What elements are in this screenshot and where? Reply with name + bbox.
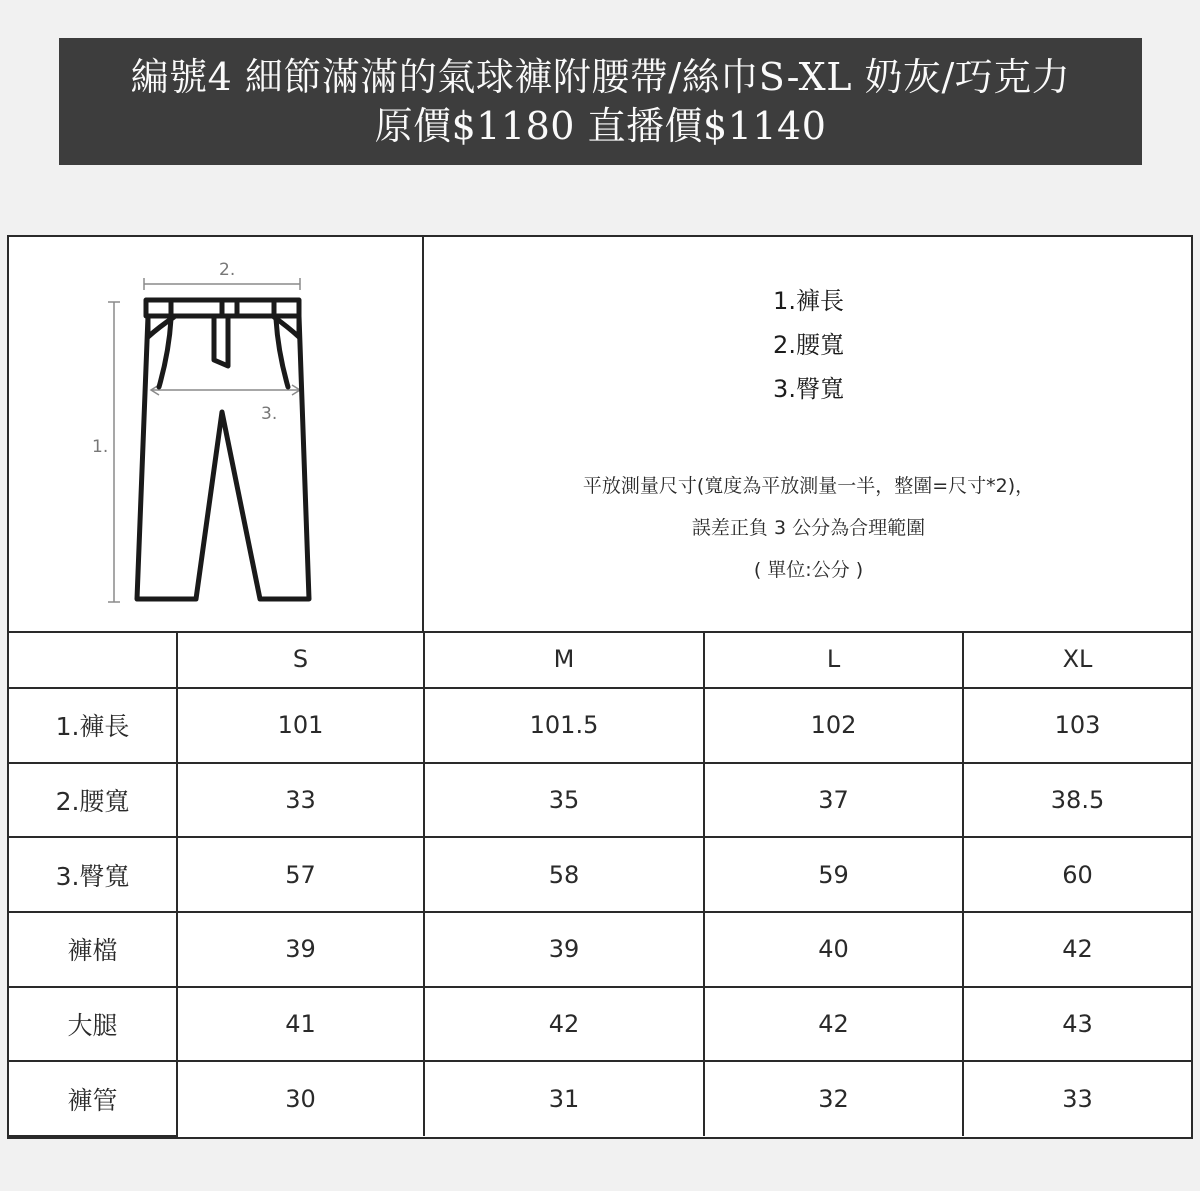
product-title: 編號4 細節滿滿的氣球褲附腰帶/絲巾S-XL 奶灰/巧克力 <box>130 54 1071 99</box>
header-cell-m: M <box>424 631 704 688</box>
table-row <box>9 837 1191 912</box>
table-cell: 38.5 <box>963 763 1191 838</box>
table-cell: 101.5 <box>424 688 704 763</box>
size-chart-header-row <box>9 237 1191 633</box>
table-cell: 33 <box>963 1061 1191 1136</box>
table-cell: 40 <box>704 912 963 987</box>
row-label: 大腿 <box>9 987 177 1062</box>
table-cell: 31 <box>424 1061 704 1136</box>
title-banner <box>59 38 1142 165</box>
header-cell-empty <box>9 631 177 688</box>
size-chart <box>7 235 1193 1139</box>
table-cell: 41 <box>177 987 424 1062</box>
table-cell: 43 <box>963 987 1191 1062</box>
table-row <box>9 987 1191 1062</box>
header-cell-xl: XL <box>963 631 1191 688</box>
diagram-cell <box>9 237 424 631</box>
row-label: 褲檔 <box>9 912 177 987</box>
note-flat-measure: 平放測量尺寸(寬度為平放測量一半，整圍=尺寸*2)， <box>582 475 1035 497</box>
measurement-notes <box>424 465 1193 591</box>
legend-item-length: 1.褲長 <box>773 287 844 315</box>
table-cell: 39 <box>177 912 424 987</box>
table-cell: 42 <box>963 912 1191 987</box>
table-row <box>9 912 1191 987</box>
table-cell: 101 <box>177 688 424 763</box>
legend-item-hip: 3.臀寬 <box>773 375 844 403</box>
table-header-row <box>9 631 1191 688</box>
table-cell: 33 <box>177 763 424 838</box>
table-cell: 35 <box>424 763 704 838</box>
label-waist: 2. <box>219 260 236 280</box>
note-unit: ( 單位:公分 ) <box>753 559 864 581</box>
row-label: 2.腰寬 <box>9 763 177 838</box>
row-label: 褲管 <box>9 1061 177 1136</box>
measurement-legend <box>424 279 1193 411</box>
table-cell: 59 <box>704 837 963 912</box>
table-cell: 60 <box>963 837 1191 912</box>
table-cell: 32 <box>704 1061 963 1136</box>
legend-item-waist: 2.腰寬 <box>773 331 844 359</box>
label-length: 1. <box>92 437 109 457</box>
table-cell: 37 <box>704 763 963 838</box>
legend-cell <box>424 237 1193 631</box>
pants-measurement-diagram-icon <box>9 237 422 631</box>
size-table <box>9 631 1191 1137</box>
table-row <box>9 1061 1191 1136</box>
table-cell: 57 <box>177 837 424 912</box>
price-line: 原價$1180 直播價$1140 <box>374 103 827 148</box>
label-hip: 3. <box>261 404 278 424</box>
note-tolerance: 誤差正負 3 公分為合理範圍 <box>691 517 926 539</box>
table-cell: 58 <box>424 837 704 912</box>
header-cell-l: L <box>704 631 963 688</box>
row-label: 3.臀寬 <box>9 837 177 912</box>
table-cell: 102 <box>704 688 963 763</box>
header-cell-s: S <box>177 631 424 688</box>
table-cell: 42 <box>424 987 704 1062</box>
table-row <box>9 688 1191 763</box>
table-cell: 30 <box>177 1061 424 1136</box>
table-cell: 39 <box>424 912 704 987</box>
table-cell: 103 <box>963 688 1191 763</box>
row-label: 1.褲長 <box>9 688 177 763</box>
table-cell: 42 <box>704 987 963 1062</box>
table-row <box>9 763 1191 838</box>
